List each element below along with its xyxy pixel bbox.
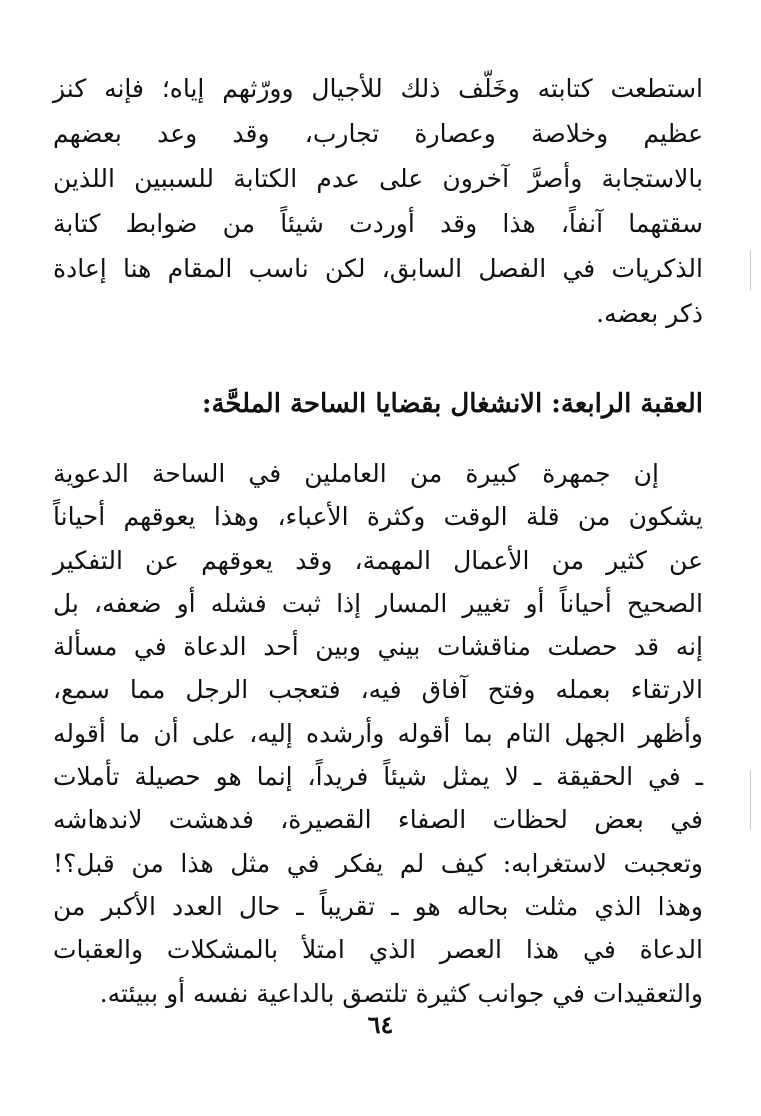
text-line: عظيم وخلاصة وعصارة تجارب، وقد وعد بعضهم <box>53 119 703 148</box>
text-line: الصحيح أحياناً أو تغيير المسار إذا ثبت فشله أو ضعفه، بل <box>53 588 703 618</box>
text-line: الدعاة في هذا العصر الذي امتلأ بالمشكلات والعقبات <box>53 935 703 965</box>
text-line: الذكريات في الفصل السابق، لكن ناسب المقام هنا إعادة <box>53 254 703 283</box>
text-line: الارتقاء بعمله وفتح آفاق فيه، فتعجب الرجل مما سمع، <box>53 675 703 705</box>
text-line: بالاستجابة وأصرَّ آخرون على عدم الكتابة للسببين اللذين <box>53 164 703 193</box>
text-line: إنه قد حصلت مناقشات بيني وبين أحد الدعاة في مسألة <box>53 632 703 662</box>
text-line: إن جمهرة كبيرة من العاملين في الساحة الدعوية <box>53 459 659 488</box>
paragraph-continuation <box>53 66 703 336</box>
text-line: استطعت كتابته وخَلّف ذلك للأجيال وورّثهم إياه؛ فإنه كنز <box>53 74 703 103</box>
text-line: ـ في الحقيقة ـ لا يمثل شيئاً فريداً، إنما هو حصيلة تأملات <box>53 762 703 792</box>
paragraph-body <box>53 452 703 1015</box>
text-line: وتعجبت لاستغرابه: كيف لم يفكر في مثل هذا من قبل؟! <box>53 848 703 878</box>
text-line: في بعض لحظات الصفاء القصيرة، فدهشت لاندهاشه <box>53 805 703 835</box>
section-heading: العقبة الرابعة: الانشغال بقضايا الساحة الملحَّة: <box>201 389 703 419</box>
text-line: والتعقيدات في جوانب كثيرة تلتصق بالداعية نفسه أو ببيئته. <box>99 978 703 1008</box>
text-line: سقتهما آنفاً، هذا وقد أوردت شيئاً من ضوابط كتابة <box>53 209 703 238</box>
scan-edge-mark <box>750 770 751 830</box>
text-line: وأظهر الجهل التام بما أقوله وأرشده إليه، على أن ما أقوله <box>53 718 703 748</box>
scan-edge-mark <box>750 250 751 290</box>
text-line: ذكر بعضه. <box>596 299 703 328</box>
page-number: ٦٤ <box>367 1010 394 1039</box>
text-line: يشكون من قلة الوقت وكثرة الأعباء، وهذا يعوقهم أحياناً <box>53 502 703 532</box>
text-line: وهذا الذي مثلت بحاله هو ـ تقريباً ـ حال العدد الأكبر من <box>53 891 703 921</box>
text-line: عن كثير من الأعمال المهمة، وقد يعوقهم عن التفكير <box>53 545 703 575</box>
